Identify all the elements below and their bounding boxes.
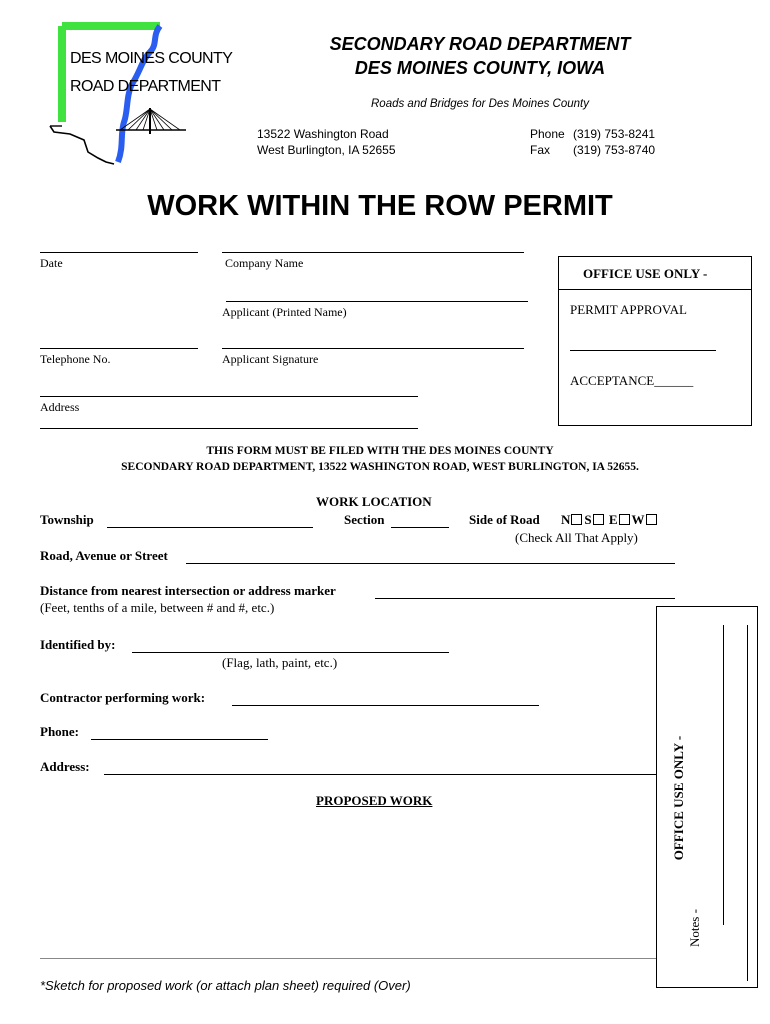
- side-office-use-heading: OFFICE USE ONLY -: [671, 735, 686, 861]
- filing-notice-line-1: THIS FORM MUST BE FILED WITH THE DES MOINES COUNTY: [206, 445, 554, 457]
- road-label: Road, Avenue or Street: [40, 548, 168, 563]
- bridge-icon: [116, 106, 186, 136]
- applicant-name-label: Applicant (Printed Name): [222, 305, 347, 319]
- office-address-line-2: West Burlington, IA 52655: [257, 143, 396, 157]
- county-logo: [40, 22, 240, 172]
- office-use-box: [558, 256, 752, 426]
- notes-line-1[interactable]: [723, 625, 724, 925]
- work-location-heading: WORK LOCATION: [316, 494, 432, 509]
- signature-label: Applicant Signature: [222, 352, 319, 366]
- distance-field[interactable]: [375, 584, 675, 599]
- distance-label: Distance from nearest intersection or address marker: [40, 583, 336, 598]
- proposed-work-heading: PROPOSED WORK: [316, 793, 433, 808]
- direction-n-label: N: [561, 512, 571, 527]
- contractor-phone-label: Phone:: [40, 724, 79, 739]
- identified-by-hint: (Flag, lath, paint, etc.): [222, 655, 338, 670]
- county-title: DES MOINES COUNTY, IOWA: [354, 58, 606, 78]
- township-field[interactable]: [107, 513, 313, 528]
- contractor-field[interactable]: [232, 691, 539, 706]
- direction-s-label: S: [584, 512, 592, 527]
- filing-notice-line-2: SECONDARY ROAD DEPARTMENT, 13522 WASHINGTON ROAD, WEST BURLINGTON, IA 52655.: [121, 461, 639, 473]
- company-name-label: Company Name: [225, 256, 304, 270]
- fax-label: Fax: [530, 143, 551, 157]
- check-all-hint: (Check All That Apply): [515, 530, 638, 545]
- direction-n-checkbox[interactable]: [571, 514, 582, 525]
- direction-checkboxes: [561, 512, 659, 528]
- contractor-label: Contractor performing work:: [40, 690, 206, 705]
- logo-line-1: DES MOINES COUNTY: [70, 50, 233, 67]
- direction-e-checkbox[interactable]: [619, 514, 630, 525]
- side-of-road-label: Side of Road: [469, 512, 540, 527]
- contractor-phone-field[interactable]: [91, 725, 268, 740]
- notes-line-2[interactable]: [747, 625, 748, 981]
- permit-approval-field[interactable]: [570, 350, 716, 351]
- applicant-name-field[interactable]: [226, 301, 528, 302]
- identified-by-label: Identified by:: [40, 637, 116, 652]
- county-map-icon: [40, 22, 240, 172]
- fax-number: (319) 753-8740: [573, 143, 656, 157]
- office-divider: [559, 289, 751, 290]
- side-office-use-box: [656, 606, 758, 988]
- footer-note: *Sketch for proposed work (or attach plan sheet) required (Over): [40, 978, 411, 993]
- office-address-line-1: 13522 Washington Road: [257, 127, 389, 141]
- telephone-label: Telephone No.: [40, 352, 111, 366]
- contractor-address-label: Address:: [40, 759, 90, 774]
- form-title: WORK WITHIN THE ROW PERMIT: [147, 190, 613, 222]
- notes-label: Notes -: [687, 909, 702, 947]
- distance-hint: (Feet, tenths of a mile, between # and #, etc.): [40, 600, 275, 615]
- address-label: Address: [40, 400, 80, 414]
- date-field[interactable]: [40, 252, 198, 253]
- proposed-work-area-bottom[interactable]: [40, 958, 656, 959]
- company-name-field[interactable]: [222, 252, 524, 253]
- date-label: Date: [40, 256, 63, 270]
- identified-by-field[interactable]: [132, 638, 449, 653]
- direction-w-label: W: [631, 512, 645, 527]
- office-use-heading: OFFICE USE ONLY -: [583, 266, 708, 281]
- department-title: SECONDARY ROAD DEPARTMENT: [329, 34, 631, 54]
- direction-e-label: E: [608, 512, 618, 527]
- address-field-2[interactable]: [40, 428, 418, 429]
- address-field[interactable]: [40, 396, 418, 397]
- road-field[interactable]: [186, 549, 675, 564]
- phone-number: (319) 753-8241: [573, 127, 656, 141]
- tagline: Roads and Bridges for Des Moines County: [371, 98, 589, 110]
- phone-label: Phone: [530, 127, 565, 141]
- section-field[interactable]: [391, 513, 449, 528]
- acceptance-label: ACCEPTANCE______: [570, 373, 694, 388]
- contractor-address-field[interactable]: [104, 760, 656, 775]
- logo-line-2: ROAD DEPARTMENT: [70, 78, 221, 95]
- direction-s-checkbox[interactable]: [593, 514, 604, 525]
- telephone-field[interactable]: [40, 348, 198, 349]
- township-label: Township: [40, 512, 94, 527]
- section-label: Section: [344, 512, 385, 527]
- direction-w-checkbox[interactable]: [646, 514, 657, 525]
- signature-field[interactable]: [222, 348, 524, 349]
- permit-approval-label: PERMIT APPROVAL: [570, 302, 687, 317]
